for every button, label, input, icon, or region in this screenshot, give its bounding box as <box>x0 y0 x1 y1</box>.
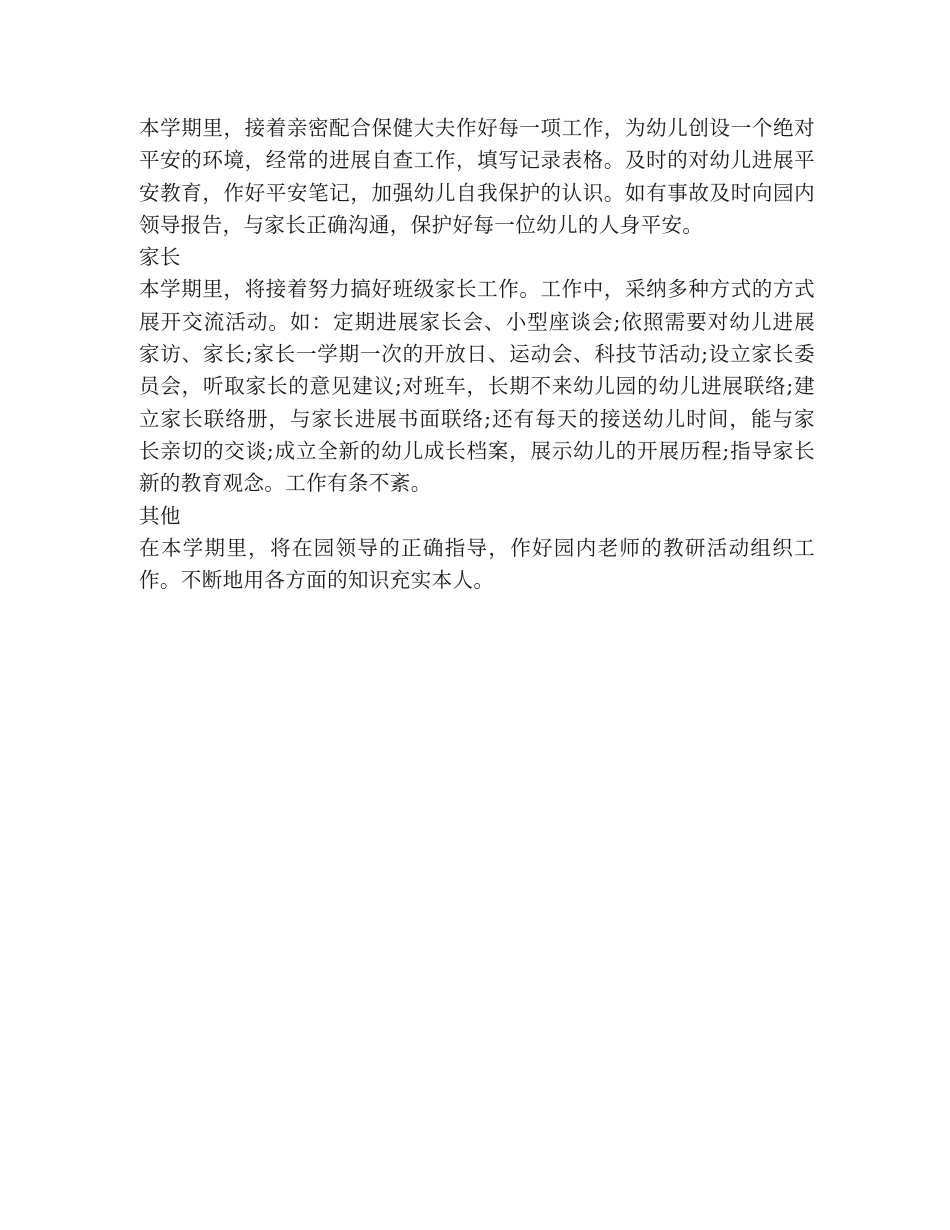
other-paragraph: 在本学期里，将在园领导的正确指导，作好园内老师的教研活动组织工作。不断地用各方面的知识充实本人。 <box>139 535 815 593</box>
parents-heading: 家长 <box>139 245 181 270</box>
parents-paragraph: 本学期里，将接着努力搞好班级家长工作。工作中，采纳多种方式的方式展开交流活动。如：定期进展家长会、小型座谈会;依照需要对幼儿进展家访、家长;家长一学期一次的开放日、运动会、科技节活动;设立家长委员会，听取家长的意见建议;对班车，长期不来幼儿园的幼儿进展联络;建立家长联络册，与家长进展书面联络;还有每天的接送幼儿时间，能与家长亲切的交谈;成立全新的幼儿成长档案，展示幼儿的开展历程;指导家长新的教育观念。工作有条不紊。 <box>139 277 815 496</box>
other-heading: 其他 <box>139 503 181 528</box>
safety-paragraph: 本学期里，接着亲密配合保健大夫作好每一项工作，为幼儿创设一个绝对平安的环境，经常的进展自查工作，填写记录表格。及时的对幼儿进展平安教育，作好平安笔记，加强幼儿自我保护的认识。如有事故及时向园内领导报告，与家长正确沟通，保护好每一位幼儿的人身平安。 <box>139 116 815 237</box>
document-body <box>139 112 815 596</box>
